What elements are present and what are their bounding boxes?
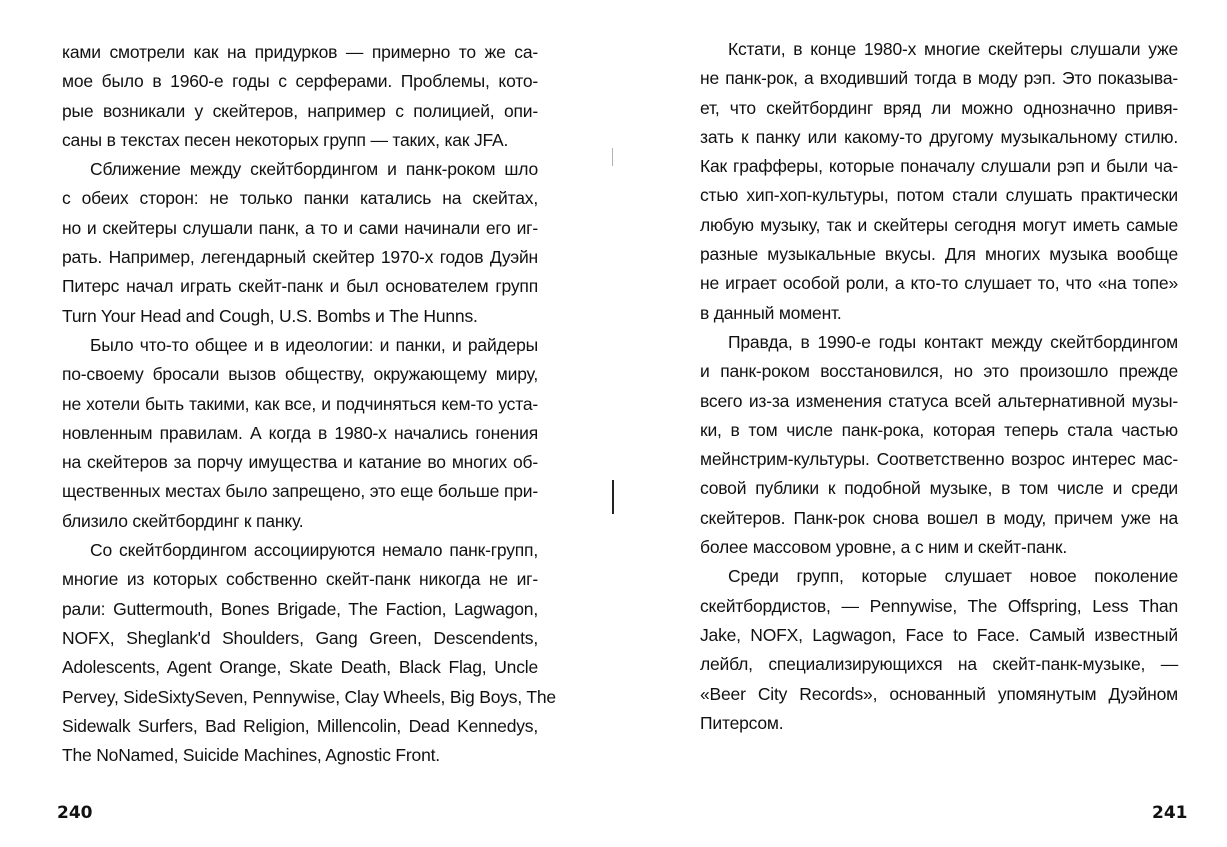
text-line: Pervey, SideSixtySeven, Pennywise, Clay Wheels, Big Boys, The xyxy=(62,686,556,707)
text-line: более массовом уровне, а с ним и скейт-панк. xyxy=(700,537,1067,558)
text-line: близило скейтбординг к панку. xyxy=(62,510,304,531)
text-line: саны в текстах песен некоторых групп — таких, как JFA. xyxy=(62,129,509,150)
text-line: скейтеров. Панк-рок снова вошел в моду, причем уже на xyxy=(700,507,1178,528)
text-line: но и скейтеры слушали панк, а то и сами начинали его иг- xyxy=(62,217,538,238)
paragraph xyxy=(62,155,538,331)
paragraph xyxy=(700,328,1178,562)
text-line: Сближение между скейтбордингом и панк-роком шло xyxy=(90,159,538,180)
text-line: мейнстрим-культуры. Соответственно возрос интерес мас- xyxy=(700,449,1178,470)
text-line: на скейтеров за порчу имущества и катание во многих об- xyxy=(62,452,538,473)
text-line: Питерсом. xyxy=(700,712,784,733)
text-line: «Beer City Records», основанный упомянутым Дуэйном xyxy=(700,683,1178,704)
text-line: рые возникали у скейтеров, например с полицией, опи- xyxy=(62,100,538,121)
gutter-line xyxy=(612,148,613,166)
text-line: скейтбордистов, — Pennywise, The Offspring, Less Than xyxy=(700,595,1178,616)
right-page-number: 241 xyxy=(1152,803,1188,823)
text-line: многие из которых собственно скейт-панк никогда не иг- xyxy=(62,569,538,590)
paragraph xyxy=(700,562,1178,738)
text-line: совой публики к подобной музыке, в том числе и среди xyxy=(700,478,1178,499)
text-line: Turn Your Head and Cough, U.S. Bombs и The Hunns. xyxy=(62,305,478,326)
text-line: лейбл, специализирующихся на скейт-панк-музыке, — xyxy=(700,654,1178,675)
text-line: мое было в 1960-е годы с серферами. Проблемы, кото- xyxy=(62,71,538,92)
text-line: Среди групп, которые слушает новое поколение xyxy=(728,566,1178,587)
text-line: по-своему бросали вызов обществу, окружающему миру, xyxy=(62,364,538,385)
text-line: разные музыкальные вкусы. Для многих музыка вообще xyxy=(700,244,1178,265)
paragraph xyxy=(62,331,538,536)
text-line: всего из-за изменения статуса всей альтернативной музы- xyxy=(700,390,1178,411)
text-line: Кстати, в конце 1980-х многие скейтеры слушали уже xyxy=(728,39,1178,59)
text-line: ки, в том числе панк-рока, которая теперь стала частью xyxy=(700,419,1178,440)
right-page xyxy=(616,0,1227,847)
text-line: Sidewalk Surfers, Bad Religion, Millencolin, Dead Kennedys, xyxy=(62,715,538,736)
paragraph xyxy=(62,536,556,770)
text-line: в данный момент. xyxy=(700,302,842,323)
left-page-text xyxy=(62,38,556,770)
text-line: Правда, в 1990-е годы контакт между скейтбордингом xyxy=(728,331,1178,352)
paragraph xyxy=(700,35,1178,328)
text-line: рать. Например, легендарный скейтер 1970-х годов Дуэйн xyxy=(62,247,538,268)
text-line: стью хип-хоп-культуры, потом стали слушать практически xyxy=(700,185,1178,206)
paragraph xyxy=(62,38,538,155)
text-line: ками смотрели как на придурков — примерно то же са- xyxy=(62,42,538,62)
text-line: не играет особой роли, а кто-то слушает то, что «на топе» xyxy=(700,273,1178,294)
text-line: Jake, NOFX, Lagwagon, Face to Face. Самый известный xyxy=(700,624,1178,645)
text-line: NOFX, Sheglank'd Shoulders, Gang Green, Descendents, xyxy=(62,627,538,648)
text-line: рали: Guttermouth, Bones Brigade, The Faction, Lagwagon, xyxy=(62,598,538,619)
text-line: любую музыку, так и скейтеры сегодня могут иметь самые xyxy=(700,214,1178,235)
text-line: зать к панку или какому-то другому музыкальному стилю. xyxy=(700,126,1178,147)
gutter-mark xyxy=(612,480,614,514)
text-line: щественных местах было запрещено, это еще больше при- xyxy=(62,481,538,502)
text-line: The NoNamed, Suicide Machines, Agnostic Front. xyxy=(62,745,440,766)
text-line: и панк-роком восстановился, но это произошло прежде xyxy=(700,361,1178,382)
right-page-text xyxy=(700,35,1178,738)
text-line: Было что-то общее и в идеологии: и панки, и райдеры xyxy=(90,334,538,355)
text-line: с обеих сторон: не только панки катались на скейтах, xyxy=(62,188,538,209)
text-line: ет, что скейтбординг вряд ли можно однозначно привя- xyxy=(700,97,1178,118)
text-line: Питерс начал играть скейт-панк и был основателем групп xyxy=(62,276,538,297)
left-page-number: 240 xyxy=(57,803,93,823)
text-line: Adolescents, Agent Orange, Skate Death, Black Flag, Uncle xyxy=(62,657,538,678)
text-line: новленным правилам. А когда в 1980-х начались гонения xyxy=(62,422,538,443)
text-line: не панк-рок, а входивший тогда в моду рэп. Это показыва- xyxy=(700,68,1178,89)
text-line: Со скейтбордингом ассоциируются немало панк-групп, xyxy=(90,540,538,561)
text-line: Как графферы, которые поначалу слушали рэп и были ча- xyxy=(700,156,1178,177)
left-page xyxy=(0,0,610,847)
text-line: не хотели быть такими, как все, и подчиняться кем-то уста- xyxy=(62,393,538,414)
